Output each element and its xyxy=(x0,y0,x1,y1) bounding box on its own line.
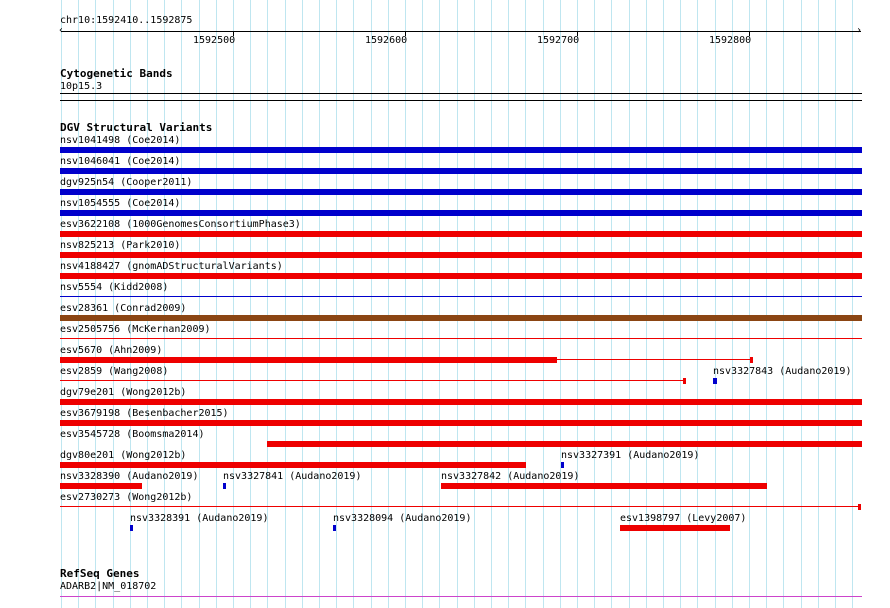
variant-label[interactable]: nsv3328390 (Audano2019) xyxy=(60,471,199,482)
grid-line xyxy=(818,0,819,608)
variant-bar-loss[interactable] xyxy=(267,441,862,447)
variant-bar-complex[interactable] xyxy=(60,315,862,321)
variant-bar-gain[interactable] xyxy=(713,378,717,384)
grid-line xyxy=(285,0,286,608)
grid-line xyxy=(525,0,526,608)
variant-bar-loss[interactable] xyxy=(60,231,862,237)
variant-bar-loss[interactable] xyxy=(683,378,686,384)
variant-label[interactable]: nsv3327391 (Audano2019) xyxy=(561,450,700,461)
variant-label[interactable]: nsv4188427 (gnomADStructuralVariants) xyxy=(60,261,283,272)
variant-bar-loss[interactable] xyxy=(750,357,753,363)
variant-label[interactable]: esv3622108 (1000GenomesConsortiumPhase3) xyxy=(60,219,301,230)
variant-label[interactable]: nsv3327841 (Audano2019) xyxy=(223,471,362,482)
variant-bar-loss[interactable] xyxy=(60,357,557,363)
grid-line xyxy=(474,0,475,608)
variant-bar-loss[interactable] xyxy=(60,399,862,405)
grid-line xyxy=(852,0,853,608)
variant-bar-gain[interactable] xyxy=(130,525,133,531)
grid-line xyxy=(611,0,612,608)
grid-line xyxy=(749,0,750,608)
variant-connector-loss[interactable] xyxy=(557,359,751,360)
variant-label[interactable]: dgv80e201 (Wong2012b) xyxy=(60,450,187,461)
variant-label[interactable]: nsv3328094 (Audano2019) xyxy=(333,513,472,524)
variant-label[interactable]: nsv1054555 (Coe2014) xyxy=(60,198,181,209)
variant-label[interactable]: esv5670 (Ahn2009) xyxy=(60,345,163,356)
cytoband-track-title[interactable]: Cytogenetic Bands xyxy=(60,67,173,80)
variant-bar-gain[interactable] xyxy=(60,147,862,153)
variant-bar-loss[interactable] xyxy=(60,252,862,258)
ruler-left-arrow-icon[interactable]: ‹ xyxy=(58,25,65,36)
ruler-tick-label: 1592600 xyxy=(365,35,408,46)
track-divider xyxy=(60,100,862,101)
region-label: chr10:1592410..1592875 xyxy=(60,15,193,26)
variant-line-loss[interactable] xyxy=(60,506,860,507)
ruler-axis xyxy=(61,31,861,32)
variant-label[interactable]: nsv5554 (Kidd2008) xyxy=(60,282,169,293)
variant-bar-loss[interactable] xyxy=(60,420,862,426)
grid-line xyxy=(594,0,595,608)
variant-label[interactable]: esv3545728 (Boomsma2014) xyxy=(60,429,205,440)
variant-label[interactable]: esv1398797 (Levy2007) xyxy=(620,513,747,524)
grid-line xyxy=(766,0,767,608)
grid-line xyxy=(543,0,544,608)
variant-bar-loss[interactable] xyxy=(60,483,142,489)
variant-label[interactable]: nsv1041498 (Coe2014) xyxy=(60,135,181,146)
variant-label[interactable]: nsv1046041 (Coe2014) xyxy=(60,156,181,167)
variant-bar-gain[interactable] xyxy=(561,462,564,468)
variant-line-loss[interactable] xyxy=(60,380,684,381)
cytoband-line[interactable] xyxy=(60,93,862,94)
variant-label[interactable]: dgv79e201 (Wong2012b) xyxy=(60,387,187,398)
grid-line xyxy=(319,0,320,608)
grid-line xyxy=(783,0,784,608)
variant-label[interactable]: nsv825213 (Park2010) xyxy=(60,240,181,251)
gene-intron-line[interactable] xyxy=(60,596,862,597)
variant-bar-gain[interactable] xyxy=(333,525,336,531)
ruler-right-arrow-icon[interactable]: › xyxy=(856,25,863,36)
gene-label[interactable]: ADARB2|NM_018702 xyxy=(60,581,157,592)
ruler-tick-label: 1592800 xyxy=(709,35,752,46)
variant-line-gain[interactable] xyxy=(60,296,862,297)
grid-line xyxy=(577,0,578,608)
grid-line xyxy=(835,0,836,608)
variant-bar-gain[interactable] xyxy=(60,168,862,174)
variant-label[interactable]: nsv3328391 (Audano2019) xyxy=(130,513,269,524)
variant-label[interactable]: nsv3327842 (Audano2019) xyxy=(441,471,580,482)
ruler-tick-label: 1592700 xyxy=(537,35,580,46)
refseq-track-title[interactable]: RefSeq Genes xyxy=(60,567,140,580)
variant-bar-loss[interactable] xyxy=(620,525,730,531)
variant-bar-loss[interactable] xyxy=(60,462,526,468)
grid-line xyxy=(508,0,509,608)
variant-label[interactable]: esv28361 (Conrad2009) xyxy=(60,303,187,314)
variant-bar-gain[interactable] xyxy=(60,210,862,216)
ruler-tick-label: 1592500 xyxy=(193,35,236,46)
variant-label[interactable]: esv3679198 (Besenbacher2015) xyxy=(60,408,229,419)
grid-line xyxy=(801,0,802,608)
variant-bar-loss[interactable] xyxy=(858,504,861,510)
variant-label[interactable]: dgv925n54 (Cooper2011) xyxy=(60,177,193,188)
variant-bar-loss[interactable] xyxy=(60,273,862,279)
variant-label[interactable]: esv2505756 (McKernan2009) xyxy=(60,324,211,335)
variant-bar-loss[interactable] xyxy=(441,483,767,489)
variant-label[interactable]: esv2730273 (Wong2012b) xyxy=(60,492,193,503)
variant-bar-gain[interactable] xyxy=(223,483,226,489)
grid-line xyxy=(302,0,303,608)
grid-line xyxy=(560,0,561,608)
variant-label[interactable]: nsv3327843 (Audano2019) xyxy=(713,366,852,377)
grid-line xyxy=(491,0,492,608)
cytoband-label: 10p15.3 xyxy=(60,81,103,92)
dgv-track-title[interactable]: DGV Structural Variants xyxy=(60,121,213,134)
variant-label[interactable]: esv2859 (Wang2008) xyxy=(60,366,169,377)
variant-bar-gain[interactable] xyxy=(60,189,862,195)
variant-line-loss[interactable] xyxy=(60,338,862,339)
